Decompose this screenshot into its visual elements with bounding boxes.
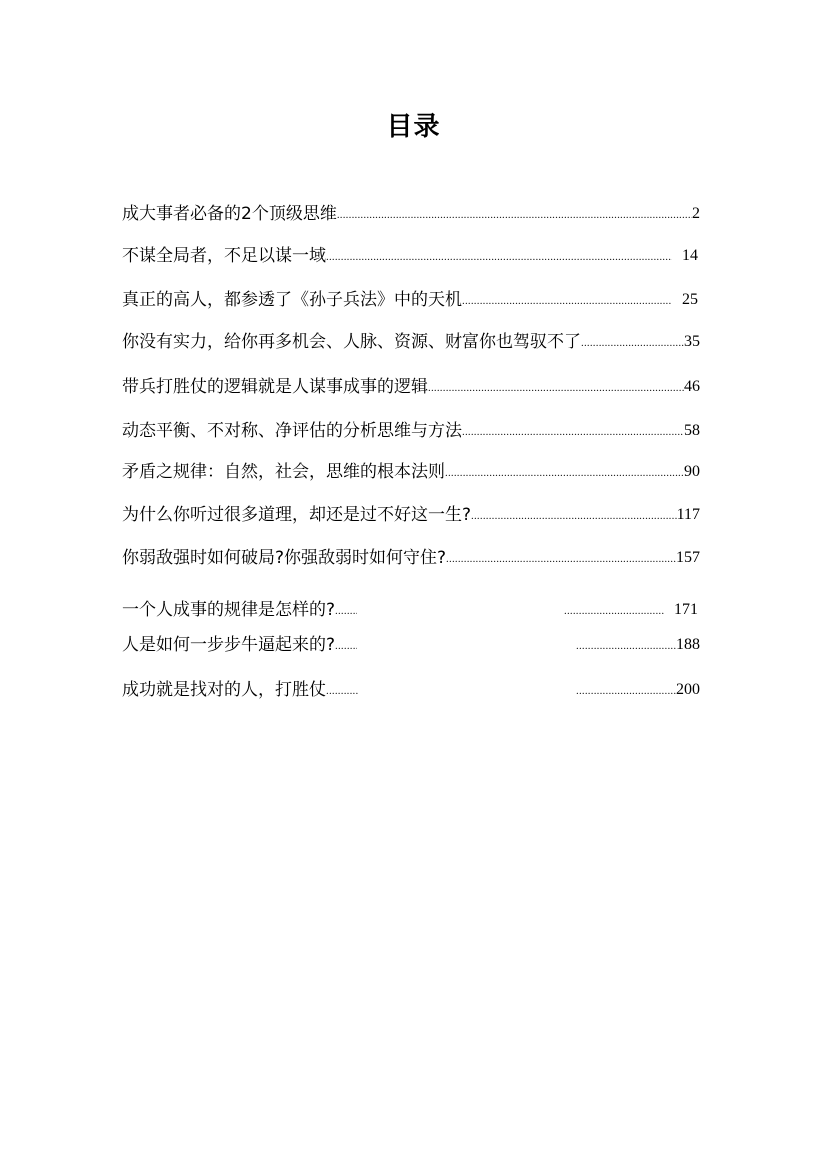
toc-entry[interactable] <box>122 677 700 701</box>
table-of-contents <box>122 0 700 720</box>
toc-entry-title: 带兵打胜仗的逻辑就是人谋事成事的逻辑 <box>122 377 428 397</box>
dot-leader <box>337 208 692 222</box>
dot-leader <box>335 639 357 653</box>
dot-leader <box>462 294 672 308</box>
toc-entry[interactable] <box>122 459 700 483</box>
toc-entry[interactable] <box>122 329 700 353</box>
toc-entry[interactable] <box>122 243 700 267</box>
toc-entry-page: 58 <box>684 422 700 439</box>
toc-entry-title: 动态平衡、不对称、净评估的分析思维与方法 <box>122 421 462 441</box>
dot-leader <box>326 250 672 264</box>
toc-entry-page: 200 <box>676 681 700 698</box>
toc-entry-page: 188 <box>676 636 700 653</box>
toc-entry[interactable] <box>122 374 700 398</box>
toc-entry-page: 46 <box>684 378 700 395</box>
dot-leader <box>581 336 684 350</box>
toc-entry-page: 171 <box>674 601 698 618</box>
toc-entry-title: 真正的高人，都参透了《孙子兵法》中的天机 <box>122 290 462 310</box>
toc-entry[interactable] <box>122 418 700 442</box>
toc-entry-page: 25 <box>682 291 698 308</box>
toc-entry[interactable] <box>122 201 700 225</box>
toc-entry-title: 成功就是找对的人，打胜仗 <box>122 680 326 700</box>
dot-leader <box>576 684 676 698</box>
dot-leader <box>445 466 684 480</box>
toc-entry[interactable] <box>122 287 700 311</box>
toc-entry-title: 你没有实力，给你再多机会、人脉、资源、财富你也驾驭不了 <box>122 332 581 352</box>
toc-entry[interactable] <box>122 597 700 621</box>
dot-leader <box>446 552 676 566</box>
page-title: 目录 <box>386 112 441 142</box>
toc-entry[interactable] <box>122 502 700 526</box>
dot-leader <box>335 604 357 618</box>
toc-entry-page: 35 <box>684 333 700 350</box>
toc-entry-title: 不谋全局者，不足以谋一域 <box>122 246 326 266</box>
toc-entry[interactable] <box>122 545 700 569</box>
dot-leader <box>564 604 664 618</box>
dot-leader <box>462 425 684 439</box>
toc-entry-page: 14 <box>682 247 698 264</box>
dot-leader <box>326 684 358 698</box>
toc-entry-page: 117 <box>676 506 700 523</box>
dot-leader <box>576 639 676 653</box>
toc-entry-title: 你弱敌强时如何破局?你强敌弱时如何守住? <box>122 548 447 568</box>
toc-entry-title: 为什么你听过很多道理，却还是过不好这一生? <box>122 505 472 525</box>
toc-entry-title: 一个人成事的规律是怎样的? <box>122 600 336 620</box>
dot-leader <box>428 381 684 395</box>
toc-entry-page: 90 <box>684 463 700 480</box>
toc-entry-title: 人是如何一步步牛逼起来的? <box>122 635 336 655</box>
dot-leader <box>471 509 677 523</box>
toc-entry[interactable] <box>122 632 700 656</box>
toc-entry-title: 成大事者必备的2个顶级思维 <box>122 204 337 224</box>
toc-entry-page: 157 <box>676 549 700 566</box>
toc-entry-title: 矛盾之规律：自然，社会，思维的根本法则 <box>122 462 445 482</box>
toc-entry-page: 2 <box>692 205 700 222</box>
